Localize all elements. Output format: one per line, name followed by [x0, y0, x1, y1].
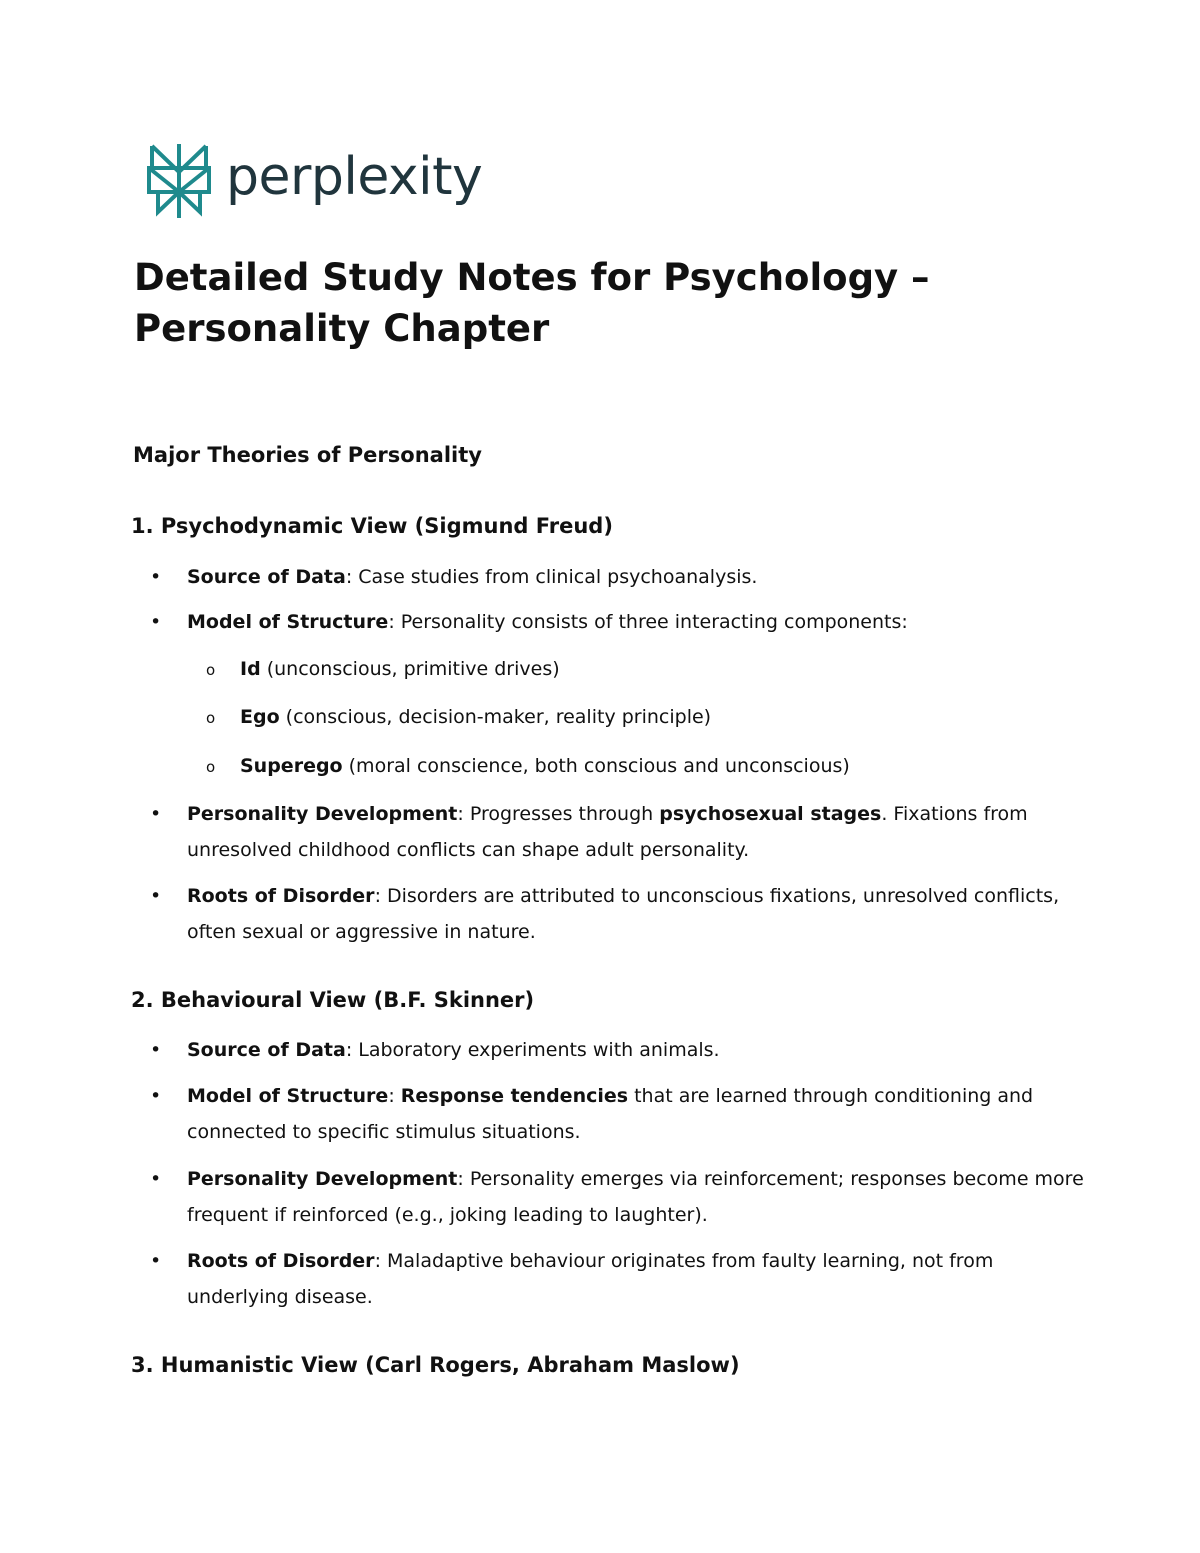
sub-bullet-glyph: o	[206, 758, 216, 776]
item-text: : Disorders are attributed to unconscious fixations, unresolved conflicts, often sexual or aggressive in nature.	[187, 885, 1060, 943]
bullet-glyph: •	[150, 1168, 162, 1190]
item-text: : Maladaptive behaviour originates from faulty learning, not from underlying disease.	[187, 1250, 994, 1308]
list-item	[150, 559, 1087, 595]
bullet-glyph: •	[150, 1250, 162, 1272]
item-text: that are learned through conditioning and connected to specific stimulus situations.	[187, 1085, 1034, 1143]
item-text: . Fixations from unresolved childhood conflicts can shape adult personality.	[187, 803, 1028, 861]
component-text: (unconscious, primitive drives)	[260, 658, 560, 680]
perplexity-logo-icon	[146, 142, 212, 220]
section-heading: Major Theories of Personality	[133, 443, 482, 467]
item-emphasis: psychosexual stages	[659, 803, 882, 825]
theory-heading-3: 3. Humanistic View (Carl Rogers, Abraham Maslow)	[131, 1353, 740, 1377]
item-label: Model of Structure	[187, 611, 389, 633]
list-item	[150, 1078, 1087, 1150]
sub-list-item	[206, 654, 1040, 684]
item-text: : Progresses through	[457, 803, 660, 825]
item-text: : Personality consists of three interacting components:	[388, 611, 908, 633]
list-item	[150, 796, 1087, 868]
list-item	[150, 604, 1087, 640]
item-label: Personality Development	[187, 1168, 458, 1190]
component-label: Ego	[240, 706, 280, 728]
bullet-glyph: •	[150, 803, 162, 825]
item-text: :	[388, 1085, 401, 1107]
sub-list-item	[206, 751, 1040, 781]
list-item	[150, 878, 1087, 950]
sub-list-item	[206, 702, 1040, 732]
component-text: (conscious, decision-maker, reality principle)	[279, 706, 712, 728]
document-title: Detailed Study Notes for Psychology – Personality Chapter	[134, 256, 930, 350]
item-text: : Laboratory experiments with animals.	[345, 1039, 720, 1061]
component-label: Id	[240, 658, 261, 680]
theory-heading-1: 1. Psychodynamic View (Sigmund Freud)	[131, 514, 613, 538]
bullet-glyph: •	[150, 1085, 162, 1107]
bullet-glyph: •	[150, 611, 162, 633]
bullet-glyph: •	[150, 1039, 162, 1061]
item-label: Roots of Disorder	[187, 1250, 375, 1272]
sub-bullet-glyph: o	[206, 709, 216, 727]
perplexity-logo	[146, 142, 482, 220]
list-item	[150, 1032, 1087, 1068]
list-item	[150, 1243, 1087, 1315]
item-text: : Case studies from clinical psychoanalysis.	[345, 566, 758, 588]
sub-bullet-glyph: o	[206, 661, 216, 679]
bullet-glyph: •	[150, 566, 162, 588]
component-text: (moral conscience, both conscious and unconscious)	[342, 755, 850, 777]
item-label: Model of Structure	[187, 1085, 389, 1107]
bullet-glyph: •	[150, 885, 162, 907]
item-label: Roots of Disorder	[187, 885, 375, 907]
logo-wordmark: perplexity	[226, 147, 483, 207]
list-item	[150, 1161, 1087, 1233]
item-label: Personality Development	[187, 803, 458, 825]
theory-heading-2: 2. Behavioural View (B.F. Skinner)	[131, 988, 535, 1012]
item-label: Source of Data	[187, 1039, 346, 1061]
item-text: : Personality emerges via reinforcement; responses become more frequent if reinforced (e.g., joking leading to laughter).	[187, 1168, 1084, 1226]
item-emphasis: Response tendencies	[400, 1085, 629, 1107]
component-label: Superego	[240, 755, 343, 777]
item-label: Source of Data	[187, 566, 346, 588]
